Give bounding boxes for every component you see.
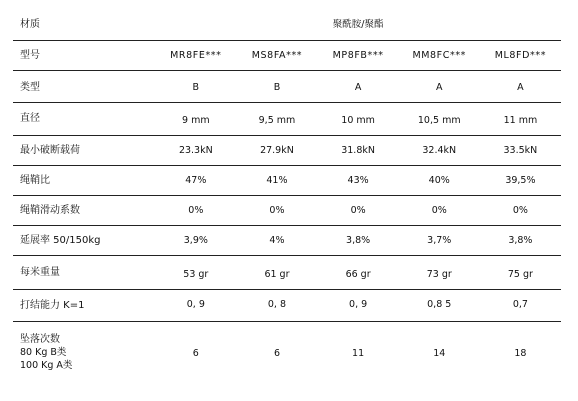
weight-cell: 75 gr (480, 256, 561, 290)
sheath-slip-cell: 0% (399, 196, 480, 226)
weight-row (13, 256, 561, 290)
fall-count-cell: 6 (273, 348, 280, 359)
breaking-load-cell: 31.8kN (318, 136, 399, 166)
row-label: 绳鞘滑动系数 (13, 196, 155, 226)
knotability-cell: 0, 9 (318, 290, 399, 322)
fall-count-cell: 11 (352, 348, 365, 359)
sheath-slip-cell: 0% (480, 196, 561, 226)
material-value: 聚酰胺/聚酯 (155, 10, 561, 41)
breaking-load-cell: 23.3kN (155, 136, 236, 166)
elongation-cell: 3,8% (318, 226, 399, 256)
weight-cell: 53 gr (155, 256, 236, 290)
row-label: 延展率 50/150kg (13, 226, 155, 256)
row-label: 型号 (13, 41, 155, 71)
material-row (13, 10, 561, 41)
row-label: 类型 (13, 71, 155, 103)
elongation-cell: 3,8% (480, 226, 561, 256)
diameter-cell: 9 mm (155, 103, 236, 136)
fall-count-a-condition: 100 Kg A类 (20, 359, 73, 371)
sheath-slip-cell: 0% (236, 196, 317, 226)
row-label: 最小破断载荷 (13, 136, 155, 166)
row-label: 打结能力 K=1 (13, 290, 155, 322)
elongation-cell: 3,7% (399, 226, 480, 256)
elongation-cell: 4% (236, 226, 317, 256)
knotability-cell: 0, 9 (155, 290, 236, 322)
weight-cell: 61 gr (236, 256, 317, 290)
breaking-load-cell: 33.5kN (480, 136, 561, 166)
sheath-ratio-cell: 40% (399, 166, 480, 196)
diameter-cell: 9,5 mm (236, 103, 317, 136)
diameter-cell: 10 mm (318, 103, 399, 136)
knotability-cell: 0,8 5 (399, 290, 480, 322)
fall-count-cell: 6 (192, 348, 199, 359)
diameter-cell: 10,5 mm (399, 103, 480, 136)
type-cell: A (318, 71, 399, 103)
model-cell: MM8FC*** (399, 41, 480, 71)
knotability-cell: 0, 8 (236, 290, 317, 322)
weight-cell: 73 gr (399, 256, 480, 290)
sheath-slip-cell: 0% (318, 196, 399, 226)
weight-cell: 66 gr (318, 256, 399, 290)
diameter-cell: 11 mm (480, 103, 561, 136)
sheath-slip-cell: 0% (155, 196, 236, 226)
model-cell: ML8FD*** (480, 41, 561, 71)
rope-spec-table (13, 10, 561, 382)
knotability-cell: 0,7 (480, 290, 561, 322)
breaking-load-row (13, 136, 561, 166)
fall-count-cell: 14 (433, 348, 446, 359)
model-cell: MP8FB*** (318, 41, 399, 71)
sheath-ratio-cell: 47% (155, 166, 236, 196)
type-cell: A (480, 71, 561, 103)
fall-count-b-condition: 80 Kg B类 (20, 346, 67, 358)
sheath-ratio-cell: 39,5% (480, 166, 561, 196)
diameter-row (13, 103, 561, 136)
fall-count-title: 坠落次数 (20, 333, 60, 345)
fall-count-row (13, 322, 561, 383)
model-cell: MR8FE*** (155, 41, 236, 71)
sheath-ratio-cell: 43% (318, 166, 399, 196)
elongation-cell: 3,9% (155, 226, 236, 256)
model-cell: MS8FA*** (236, 41, 317, 71)
material-label: 材质 (13, 10, 155, 41)
breaking-load-cell: 27.9kN (236, 136, 317, 166)
sheath-ratio-row (13, 166, 561, 196)
breaking-load-cell: 32.4kN (399, 136, 480, 166)
row-label: 每米重量 (13, 256, 155, 290)
knotability-row (13, 290, 561, 322)
model-row (13, 41, 561, 71)
sheath-ratio-cell: 41% (236, 166, 317, 196)
fall-count-cell: 18 (514, 348, 527, 359)
type-cell: A (399, 71, 480, 103)
elongation-row (13, 226, 561, 256)
type-cell: B (236, 71, 317, 103)
type-cell: B (155, 71, 236, 103)
sheath-slip-row (13, 196, 561, 226)
row-label: 直径 (13, 103, 155, 136)
row-label: 绳鞘比 (13, 166, 155, 196)
fall-count-label (13, 322, 155, 383)
type-row (13, 71, 561, 103)
